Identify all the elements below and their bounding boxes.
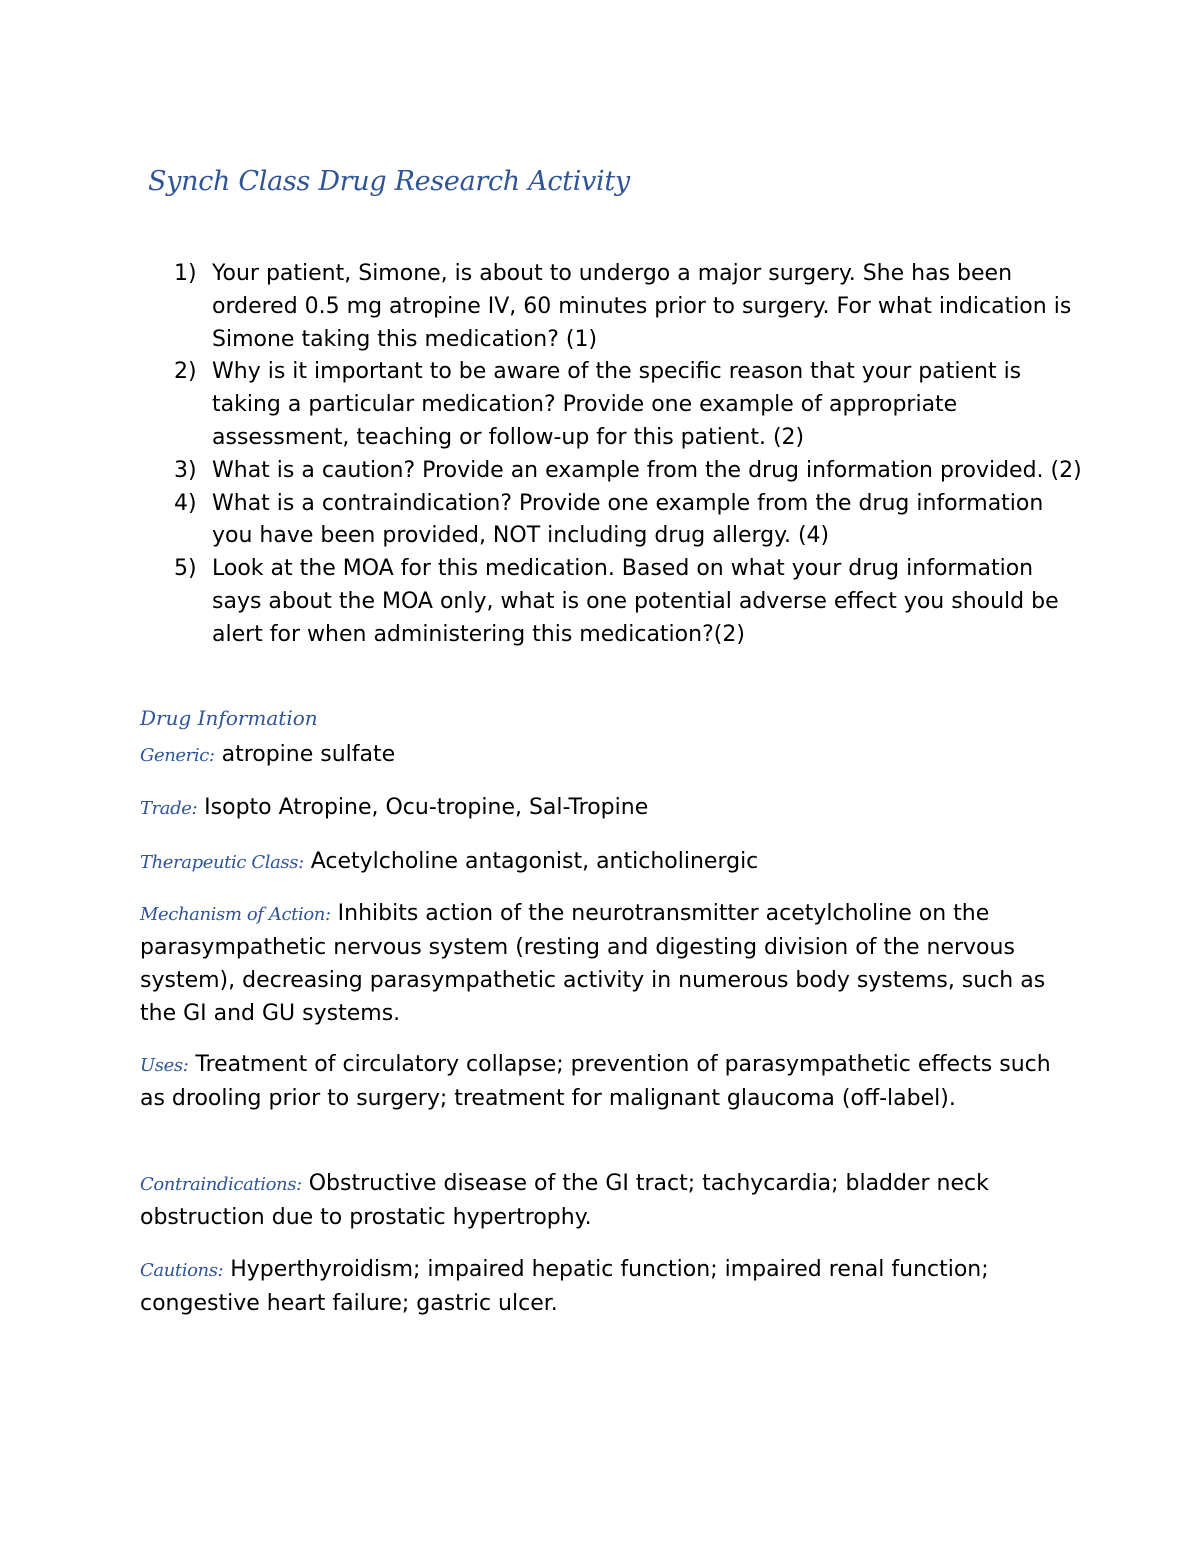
cautions-value: Hyperthyroidism; impaired hepatic function; impaired renal function; congestive heart failure; gastric ulcer.	[140, 1257, 989, 1316]
question-number: 2)	[174, 359, 197, 385]
question-text: What is a caution? Provide an example from the drug information provided. (2)	[212, 457, 1082, 483]
drug-information-heading: Drug Information	[140, 706, 318, 730]
list-item	[174, 553, 1084, 651]
uses-label: Uses:	[140, 1055, 189, 1076]
question-text: Look at the MOA for this medication. Based on what your drug information says about the MOA only, what is one potential adverse effect you should be alert for when administering this medication?(2)	[212, 556, 1059, 647]
question-number: 5)	[174, 556, 197, 582]
question-number: 1)	[174, 261, 197, 286]
generic-value: atropine sulfate	[214, 742, 396, 767]
question-text: Why is it important to be aware of the specific reason that your patient is taking a particular medication? Provide one example of appropriate assessment, teaching or follow-up for this patient. (2)	[212, 359, 1022, 450]
generic-label: Generic:	[140, 745, 215, 766]
uses-field	[140, 1048, 1070, 1115]
therapeutic-class-field	[140, 845, 1070, 879]
list-item	[174, 258, 1084, 356]
question-number: 4)	[174, 490, 197, 516]
list-item	[174, 488, 1084, 554]
question-text: Your patient, Simone, is about to undergo a major surgery. She has been ordered 0.5 mg atropine IV, 60 minutes prior to surgery. For what indication is Simone taking this medication? (1)	[212, 261, 1072, 352]
question-number: 3)	[174, 457, 197, 483]
document-title: Synch Class Drug Research Activity	[148, 166, 630, 197]
trade-field	[140, 791, 1070, 825]
therapeutic-class-label: Therapeutic Class:	[140, 852, 304, 873]
list-item	[174, 455, 1084, 488]
contraindications-label: Contraindications:	[140, 1174, 302, 1195]
mechanism-value: Inhibits action of the neurotransmitter acetylcholine on the parasympathetic nervous system (resting and digesting division of the nervous system), decreasing parasympathetic activity in numerous body systems, such as the GI and GU systems.	[140, 901, 1046, 1026]
contraindications-value: Obstructive disease of the GI tract; tachycardia; bladder neck obstruction due to prostatic hypertrophy.	[140, 1171, 989, 1230]
list-item	[174, 356, 1084, 454]
mechanism-label: Mechanism of Action:	[140, 904, 331, 925]
uses-value: Treatment of circulatory collapse; prevention of parasympathetic effects such as drooling prior to surgery; treatment for malignant glaucoma (off-label).	[140, 1052, 1051, 1111]
therapeutic-class-value: Acetylcholine antagonist, anticholinergic	[303, 849, 759, 874]
trade-value: Isopto Atropine, Ocu-tropine, Sal-Tropine	[197, 795, 649, 820]
generic-field	[140, 738, 1070, 772]
trade-label: Trade:	[140, 798, 198, 819]
question-list	[174, 258, 1084, 652]
cautions-field	[140, 1253, 1070, 1320]
contraindications-field	[140, 1167, 1070, 1234]
mechanism-field	[140, 897, 1070, 1030]
question-text: What is a contraindication? Provide one example from the drug information you have been provided, NOT including drug allergy. (4)	[212, 490, 1044, 549]
cautions-label: Cautions:	[140, 1260, 224, 1281]
